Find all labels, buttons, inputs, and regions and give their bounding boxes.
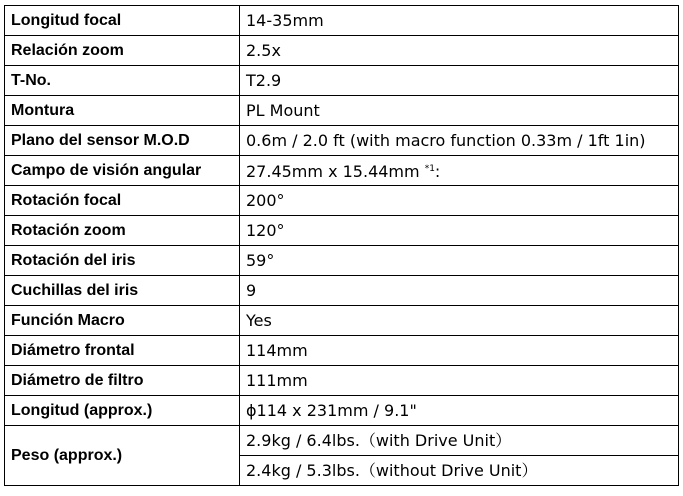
spec-label: Diámetro de filtro [5,366,240,396]
spec-value: 114mm [240,336,679,366]
spec-label: Longitud (approx.) [5,396,240,426]
footnote-marker: *1 [424,164,435,174]
spec-value [240,156,679,186]
spec-label: Rotación zoom [5,216,240,246]
spec-label: Campo de visión angular [5,156,240,186]
table-row [5,6,679,36]
table-row [5,186,679,216]
table-row [5,126,679,156]
table-row [5,396,679,426]
table-row [5,156,679,186]
spec-value: 59° [240,246,679,276]
spec-value: Yes [240,306,679,336]
spec-label: Función Macro [5,306,240,336]
spec-value: 120° [240,216,679,246]
table-row [5,336,679,366]
spec-value: 9 [240,276,679,306]
spec-value: PL Mount [240,96,679,126]
table-row [5,426,679,456]
spec-label: Montura [5,96,240,126]
spec-label: Relación zoom [5,36,240,66]
table-row [5,66,679,96]
spec-value: ϕ114 x 231mm / 9.1" [240,396,679,426]
spec-value: 200° [240,186,679,216]
spec-label: Diámetro frontal [5,336,240,366]
table-row [5,276,679,306]
spec-value-weight-without-drive: 2.4kg / 5.3lbs.（without Drive Unit） [240,456,679,486]
spec-value: 2.5x [240,36,679,66]
spec-value-text: 27.45mm x 15.44mm [246,162,425,181]
table-row [5,96,679,126]
spec-label: Plano del sensor M.O.D [5,126,240,156]
spec-value: T2.9 [240,66,679,96]
spec-value: 14-35mm [240,6,679,36]
table-row [5,246,679,276]
spec-label: Longitud focal [5,6,240,36]
spec-value-suffix: : [434,162,441,181]
spec-label: Rotación focal [5,186,240,216]
spec-label: Rotación del iris [5,246,240,276]
specs-table [4,5,679,486]
table-row [5,306,679,336]
spec-value: 111mm [240,366,679,396]
table-row [5,366,679,396]
table-row [5,36,679,66]
spec-label: T-No. [5,66,240,96]
spec-label-weight: Peso (approx.) [5,426,240,486]
spec-label: Cuchillas del iris [5,276,240,306]
table-row [5,216,679,246]
spec-value-weight-with-drive: 2.9kg / 6.4lbs.（with Drive Unit） [240,426,679,456]
spec-value: 0.6m / 2.0 ft (with macro function 0.33m / 1ft 1in) [240,126,679,156]
